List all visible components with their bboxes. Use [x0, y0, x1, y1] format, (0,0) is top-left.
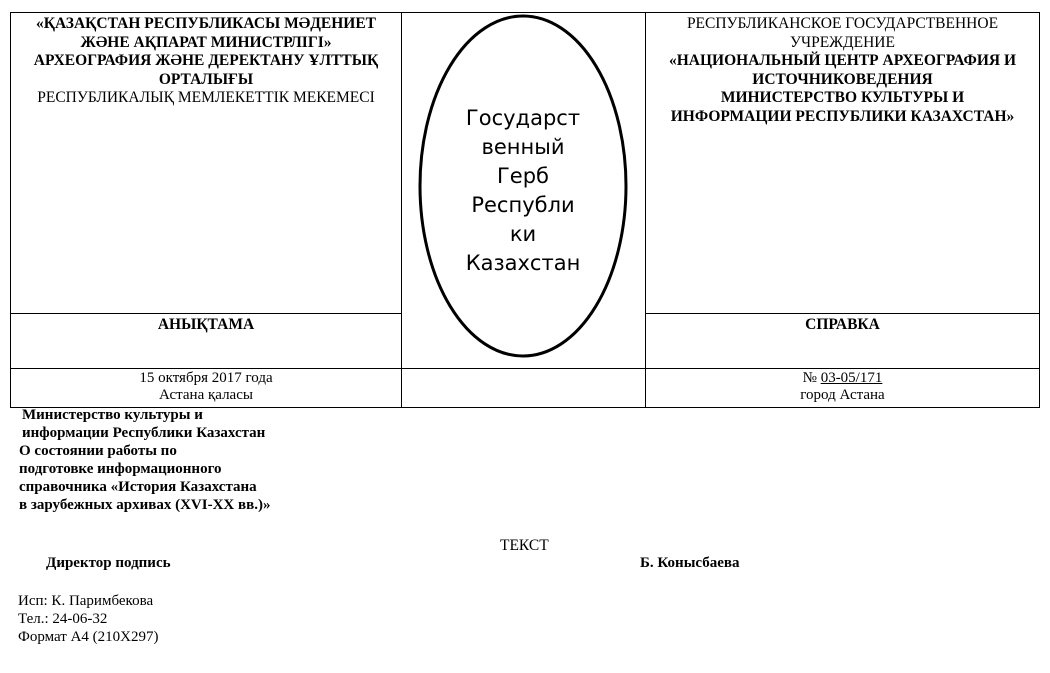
- signatory-name: Б. Конысбаева: [640, 555, 740, 571]
- kazakh-org-cell: [11, 13, 402, 314]
- kazakh-doc-title: АНЫҚТАМА: [11, 314, 402, 369]
- emblem-caption-line: Казахстан: [465, 251, 581, 275]
- russian-city: город Астана: [800, 387, 885, 403]
- kazakh-org-line: ОРТАЛЫҒЫ: [158, 70, 254, 88]
- russian-org-line: РЕСПУБЛИКАНСКОЕ ГОСУДАРСТВЕННОЕ: [686, 15, 999, 32]
- addressee-line: Министерство культуры и: [22, 407, 203, 423]
- kazakh-org-line: ЖӘНЕ АҚПАРАТ МИНИСТРЛІГІ»: [80, 33, 332, 51]
- emblem-caption-line: Республи: [471, 193, 575, 217]
- state-emblem-placeholder: [418, 14, 628, 359]
- signatory-role: Директор подпись: [46, 555, 171, 571]
- subject-line: подготовке информационного: [19, 461, 222, 477]
- emblem-caption: [418, 104, 628, 278]
- kazakh-city: Астана қаласы: [159, 387, 253, 403]
- russian-org-name: [646, 13, 1039, 126]
- date-place-cell: [11, 369, 402, 408]
- phone-line: Тел.: 24-06-32: [18, 611, 108, 627]
- russian-org-line: ИСТОЧНИКОВЕДЕНИЯ: [752, 70, 933, 88]
- russian-org-line: ИНФОРМАЦИИ РЕСПУБЛИКИ КАЗАХСТАН»: [670, 107, 1015, 125]
- russian-org-cell: [646, 13, 1040, 314]
- number-place-cell: [646, 369, 1040, 408]
- emblem-caption-line: ки: [509, 222, 537, 246]
- emblem-caption-line: Государст: [465, 106, 581, 130]
- subject-line: в зарубежных архивах (XVI-XX вв.)»: [19, 497, 271, 513]
- emblem-caption-line: Герб: [496, 164, 549, 188]
- kazakh-org-name: [11, 13, 401, 108]
- subject-line: О состоянии работы по: [19, 443, 177, 459]
- addressee-block: [19, 406, 270, 514]
- doc-number-value: 03-05/171: [820, 370, 883, 386]
- empty-mid-cell: [402, 369, 646, 408]
- russian-org-line: МИНИСТЕРСТВО КУЛЬТУРЫ И: [720, 89, 965, 106]
- addressee-line: информации Республики Казахстан: [22, 425, 266, 441]
- russian-doc-title: СПРАВКА: [646, 314, 1040, 369]
- kazakh-org-line: РЕСПУБЛИКАЛЫҚ МЕМЛЕКЕТТІК МЕКЕМЕСІ: [37, 89, 375, 106]
- format-line: Формат А4 (210Х297): [18, 629, 159, 645]
- number-sign: №: [802, 370, 821, 386]
- subject-line: справочника «История Казахстана: [19, 479, 257, 495]
- kazakh-org-line: АРХЕОГРАФИЯ ЖӘНЕ ДЕРЕКТАНУ ҰЛТТЫҚ: [33, 52, 379, 69]
- footer-block: [18, 592, 159, 646]
- doc-date: 15 октября 2017 года: [139, 370, 273, 386]
- russian-org-line: «НАЦИОНАЛЬНЫЙ ЦЕНТР АРХЕОГРАФИЯ И: [668, 52, 1017, 69]
- doc-number: [646, 370, 1039, 387]
- kazakh-org-line: «ҚАЗАҚСТАН РЕСПУБЛИКАСЫ МӘДЕНИЕТ: [35, 15, 377, 32]
- executor-line: Исп: К. Паримбекова: [18, 593, 154, 609]
- emblem-caption-line: венный: [481, 135, 565, 159]
- russian-org-line: УЧРЕЖДЕНИЕ: [790, 33, 895, 51]
- body-text: ТЕКСТ: [500, 537, 549, 554]
